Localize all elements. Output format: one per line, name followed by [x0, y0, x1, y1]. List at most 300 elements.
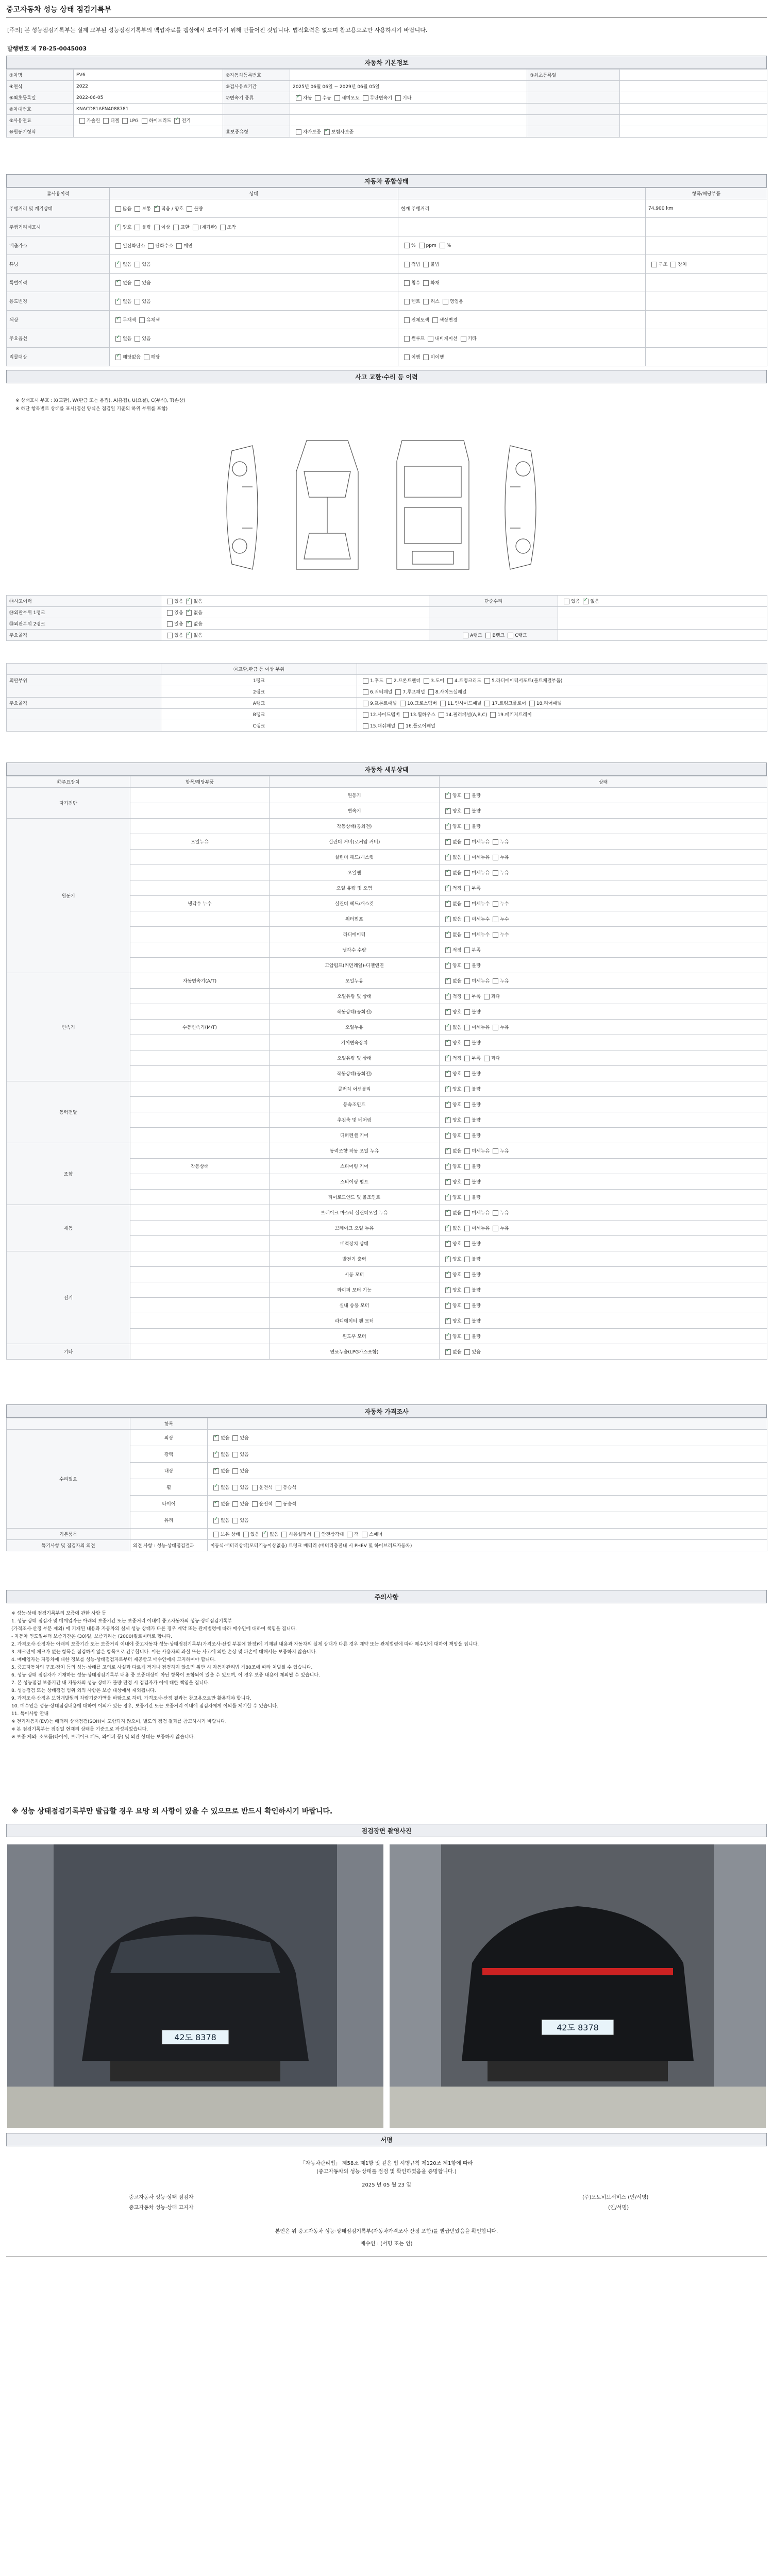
- option-label: 화재: [430, 281, 440, 286]
- checkbox: [243, 1532, 249, 1537]
- table-row: [7, 596, 767, 607]
- item-label: 외장: [130, 1430, 208, 1446]
- option-label: 누유: [500, 1025, 509, 1030]
- checkbox: [445, 1133, 451, 1139]
- checkbox: [363, 712, 368, 718]
- option-group: [112, 225, 236, 230]
- status-options: [440, 865, 767, 880]
- option-label: 있음: [142, 336, 151, 342]
- checkbox: [154, 206, 160, 212]
- checkbox: [115, 225, 121, 230]
- sub-group: [130, 880, 270, 896]
- status-options: [440, 1112, 767, 1128]
- checkbox: [154, 225, 160, 230]
- option-group: [442, 809, 481, 814]
- option-label: 누유: [500, 855, 509, 860]
- header-cell: ⑯교환,판금 등 이상 부위: [161, 664, 357, 675]
- item-label: 발전기 출력: [270, 1251, 440, 1267]
- checkbox: [464, 1318, 470, 1324]
- sub-group: [130, 927, 270, 942]
- checkbox: [490, 712, 496, 718]
- checkbox: [464, 1087, 470, 1092]
- checkbox: [445, 1117, 451, 1123]
- field-value: [620, 92, 767, 104]
- item-label: 윈도우 모터: [270, 1329, 440, 1344]
- option-group: [210, 1532, 382, 1537]
- status-options: [398, 292, 646, 311]
- option-label: 불량: [472, 1288, 481, 1293]
- option-label: 없음: [452, 840, 462, 845]
- table-row: [7, 255, 767, 274]
- sub-group: [130, 865, 270, 880]
- checkbox: [445, 1349, 451, 1355]
- option-label: 불량: [472, 1041, 481, 1046]
- field-value: 2022: [74, 81, 223, 92]
- group-label: 동력전달: [7, 1081, 130, 1143]
- option-label: 4.트렁크리드: [455, 679, 482, 684]
- option-label: 교환: [180, 225, 190, 230]
- option-group: [442, 871, 509, 876]
- status-options: [440, 1050, 767, 1066]
- option-group: [293, 130, 354, 135]
- sub-group: [130, 1298, 270, 1313]
- option-group: [442, 1226, 509, 1231]
- option-group: [442, 1288, 481, 1293]
- sub-group: [130, 1035, 270, 1050]
- checkbox: [324, 129, 330, 135]
- field-value: [620, 126, 767, 138]
- checkbox: [464, 824, 470, 829]
- checkbox: [213, 1532, 219, 1537]
- option-label: 없음: [452, 902, 462, 907]
- car-top-rear-view: [397, 440, 469, 569]
- item-label: [130, 1529, 208, 1540]
- status-options: [440, 1097, 767, 1112]
- rank-label: B랭크: [161, 709, 357, 720]
- sign-line-2: (중고자동차의 성능·상태를 점검 및 확인하였음을 증명합니다.): [316, 2169, 457, 2175]
- checkbox: [423, 280, 429, 286]
- status-options: [110, 236, 398, 255]
- status-options: [440, 1143, 767, 1159]
- table-row: [7, 115, 767, 126]
- option-group: [210, 1452, 249, 1458]
- item-label: 오일팬: [270, 865, 440, 880]
- option-group: [442, 1087, 481, 1092]
- row-label: 튜닝: [7, 255, 110, 274]
- accident-parts-table: [6, 663, 767, 732]
- option-label: 양호: [452, 963, 462, 969]
- detail-status-table: [6, 776, 767, 1360]
- item-label: 변속기: [270, 803, 440, 819]
- option-group: [401, 336, 477, 342]
- checkbox: [139, 317, 145, 323]
- row-label: ⑬사고이력: [7, 596, 161, 607]
- option-label: 침수: [411, 281, 421, 286]
- row-label: 배출가스: [7, 236, 110, 255]
- sign-date: 2025 년 05 월 23 일: [362, 2182, 411, 2188]
- overall-status-table: [6, 188, 767, 366]
- header-cell: 항목/해당부품: [646, 188, 767, 199]
- checkbox: [400, 701, 406, 706]
- checkbox: [262, 1532, 268, 1537]
- checkbox: [464, 1226, 470, 1231]
- checkbox: [115, 336, 121, 342]
- header-cell: [270, 776, 440, 788]
- sub-group: [130, 1081, 270, 1097]
- option-label: 유채색: [146, 318, 160, 323]
- option-label: 13.휠하우스: [410, 713, 435, 718]
- status-options: [110, 311, 398, 329]
- option-label: 미세누수: [472, 933, 490, 938]
- table-row: [7, 70, 767, 81]
- option-group: [442, 902, 509, 907]
- checkbox: [252, 1501, 258, 1507]
- item-label: 실린더 헤드/개스킷: [270, 850, 440, 865]
- note-line: ※ 성능·상태 점검기록부의 보증에 관한 사항 등: [11, 1611, 107, 1616]
- option-label: 있음: [174, 611, 183, 616]
- checkbox: [176, 243, 182, 249]
- sub-group: 작동상태: [130, 1159, 270, 1174]
- option-label: 리스: [430, 299, 440, 304]
- field-value: [620, 115, 767, 126]
- checkbox: [135, 225, 140, 230]
- part-options: [357, 675, 767, 686]
- option-label: 양호: [452, 793, 462, 799]
- status-options: [208, 1529, 767, 1540]
- checkbox: [423, 262, 429, 267]
- section-overall-status: 자동차 종합상태: [6, 174, 767, 188]
- option-group: [164, 633, 203, 638]
- status-options: [440, 973, 767, 989]
- table-row: [7, 698, 767, 709]
- option-group: [401, 281, 440, 286]
- checkbox: [493, 870, 498, 876]
- checkbox: [232, 1452, 238, 1458]
- checkbox: [464, 1133, 470, 1139]
- option-label: 있음: [472, 1350, 481, 1355]
- checkbox: [315, 95, 321, 101]
- table-row: [7, 348, 767, 366]
- checkbox: [281, 1532, 287, 1537]
- sub-group: [130, 1313, 270, 1329]
- checkbox: [445, 1318, 451, 1324]
- option-label: 5.라디에이터서포트(볼트체결부품): [492, 679, 563, 684]
- checkbox: [464, 963, 470, 969]
- status-options: [440, 1066, 767, 1081]
- checkbox: [493, 839, 498, 845]
- checkbox: [493, 932, 498, 938]
- option-label: 있음: [240, 1502, 249, 1507]
- accident-legend-1: ※ 상태표시 부호 : X(교환), W(판금 또는 용접), A(흠집), U(요철), C(부식), T(손상): [15, 398, 186, 403]
- checkbox: [404, 336, 410, 342]
- option-label: 없음: [221, 1502, 230, 1507]
- checkbox: [445, 963, 451, 969]
- option-label: 8.사이드실패널: [435, 690, 467, 695]
- option-label: 미세누유: [472, 871, 490, 876]
- sub-group: 자동변속기(A/T): [130, 973, 270, 989]
- option-label: 없음: [193, 599, 203, 604]
- part-options: [357, 686, 767, 698]
- status-options: [161, 630, 429, 641]
- sub-group: [130, 1190, 270, 1205]
- checkbox: [186, 610, 192, 616]
- option-label: 부족: [472, 994, 481, 999]
- checkbox: [484, 994, 490, 999]
- checkbox: [362, 1532, 367, 1537]
- field-value: 2022-06-05: [74, 92, 223, 104]
- checkbox: [464, 1287, 470, 1293]
- option-label: 없음: [221, 1485, 230, 1490]
- option-label: 미세누수: [472, 917, 490, 922]
- inspection-photo-rear: [390, 1844, 766, 2128]
- checkbox: [445, 1102, 451, 1108]
- note-line: ※ 본 점검기록부는 점검일 현재의 상태를 기준으로 작성되었습니다.: [11, 1727, 148, 1732]
- checkbox: [252, 1485, 258, 1490]
- status-options: [440, 1020, 767, 1035]
- checkbox: [363, 678, 368, 684]
- option-group: [442, 1257, 481, 1262]
- option-group: [112, 244, 193, 249]
- option-label: 무채색: [123, 318, 137, 323]
- option-label: 있음: [174, 633, 183, 638]
- status-options: [440, 942, 767, 958]
- inspector-label: 중고자동차 성능·상태 점검자: [129, 2195, 194, 2200]
- header-cell: 항목: [130, 1418, 208, 1430]
- table-row: [7, 92, 767, 104]
- option-label: 17.트렁크플로어: [492, 701, 526, 706]
- sub-group: [130, 1066, 270, 1081]
- status-options: [110, 274, 398, 292]
- option-label: 불량: [472, 1103, 481, 1108]
- option-group: [442, 824, 481, 829]
- row-label: 색상: [7, 311, 110, 329]
- option-label: 하이브리드: [148, 118, 172, 124]
- checkbox: [463, 633, 468, 638]
- status-options: [440, 927, 767, 942]
- status-options: [208, 1496, 767, 1512]
- option-label: 적법: [411, 262, 421, 267]
- header-cell: 상태: [440, 776, 767, 788]
- field-value: [290, 115, 527, 126]
- status-options: [161, 607, 429, 618]
- checkbox: [296, 129, 301, 135]
- checkbox: [115, 243, 121, 249]
- checkbox: [445, 1009, 451, 1015]
- option-label: 없음: [193, 633, 203, 638]
- checkbox: [135, 299, 140, 304]
- sub-group: [130, 1205, 270, 1221]
- note-line: ※ 전기자동차(EV)는 배터리 상태점검(SOH)이 포함되지 않으며, 별도의 점검 결과를 참고하시기 바랍니다.: [11, 1719, 227, 1724]
- checkbox: [464, 870, 470, 876]
- status-options: [440, 1205, 767, 1221]
- option-label: 2.프론트펜더: [393, 679, 421, 684]
- field-value: [620, 81, 767, 92]
- checkbox: [186, 633, 192, 638]
- option-label: 없음: [221, 1518, 230, 1523]
- option-label: 양호: [452, 1164, 462, 1170]
- sub-group: [130, 1344, 270, 1360]
- status-options: [440, 1282, 767, 1298]
- option-label: B랭크: [492, 633, 505, 638]
- item-label: 연료누출(LPG가스포함): [270, 1344, 440, 1360]
- checkbox: [404, 262, 410, 267]
- checkbox: [445, 994, 451, 999]
- option-label: 이상: [161, 225, 171, 230]
- option-label: 불량: [472, 1087, 481, 1092]
- option-group: [460, 633, 527, 638]
- option-label: 있음: [142, 281, 151, 286]
- checkbox: [464, 1179, 470, 1185]
- checkbox: [445, 1287, 451, 1293]
- header-cell: [398, 188, 646, 199]
- option-label: 있음: [142, 299, 151, 304]
- option-label: 부족: [472, 1056, 481, 1061]
- status-options: [440, 989, 767, 1004]
- item-label: 오일 유량 및 오염: [270, 880, 440, 896]
- checkbox: [403, 712, 409, 718]
- field-value: [620, 104, 767, 115]
- option-label: 이행: [411, 355, 421, 360]
- field-label: ⑤검사유효기간: [223, 81, 290, 92]
- option-label: 없음: [221, 1436, 230, 1441]
- option-label: 있음: [250, 1532, 260, 1537]
- option-label: 있음: [142, 262, 151, 267]
- checkbox: [445, 808, 451, 814]
- option-label: 렌트: [411, 299, 421, 304]
- checkbox: [424, 678, 429, 684]
- row-label: [429, 618, 558, 630]
- checkbox: [167, 599, 173, 604]
- status-options: [208, 1512, 767, 1529]
- table-row: [7, 1251, 767, 1267]
- status-options: [208, 1479, 767, 1496]
- sub-group: [130, 1267, 270, 1282]
- status-options: [558, 630, 767, 641]
- checkbox: [445, 1257, 451, 1262]
- option-group: [76, 118, 191, 124]
- checkbox: [148, 243, 154, 249]
- option-label: 안전삼각대: [321, 1532, 344, 1537]
- checkbox: [464, 1025, 470, 1030]
- row-label: ⑭외판부위 1랭크: [7, 607, 161, 618]
- option-group: [442, 933, 509, 938]
- option-label: 세미오토: [341, 96, 360, 101]
- table-row: [7, 199, 767, 218]
- status-options: [110, 329, 398, 348]
- item-label: 라디에이터 팬 모터: [270, 1313, 440, 1329]
- checkbox: [186, 599, 192, 604]
- checkbox: [464, 1009, 470, 1015]
- field-value: [290, 104, 527, 115]
- option-group: [442, 1149, 509, 1154]
- item-label: 시동 모터: [270, 1267, 440, 1282]
- field-label: ②자동차등록번호: [223, 70, 290, 81]
- option-label: 잭: [354, 1532, 359, 1537]
- option-group: [442, 840, 509, 845]
- option-label: 불량: [472, 1010, 481, 1015]
- option-label: 누수: [500, 917, 509, 922]
- item-label: 실린더 커버(로커암 커버): [270, 834, 440, 850]
- checkbox: [404, 243, 410, 248]
- note-line: 1. 성능·상태 점검자 및 매매업자는 아래의 보증기간 또는 보증거리 이내에 중고자동차의 성능·상태점검기록부: [11, 1619, 232, 1624]
- option-label: 사용설명서: [289, 1532, 311, 1537]
- header-cell: 항목/해당부품: [130, 776, 270, 788]
- field-value: [290, 70, 527, 81]
- field-label: [223, 115, 290, 126]
- checkbox: [445, 1210, 451, 1216]
- status-options: [440, 1251, 767, 1267]
- table-row: [7, 607, 767, 618]
- sub-group: [130, 911, 270, 927]
- option-group: [442, 1180, 481, 1185]
- checkbox: [464, 1056, 470, 1061]
- field-label: ⑧차대번호: [7, 104, 74, 115]
- option-label: 불량: [472, 1118, 481, 1123]
- sub-group: [130, 1282, 270, 1298]
- option-label: 양호: [452, 824, 462, 829]
- note-line: - 자동차 인도일부터 보증기간은 (30)일, 보증거리는 (2000)킬로미터로 합니다.: [11, 1634, 173, 1639]
- status-options: [440, 896, 767, 911]
- group-label: 전기: [7, 1251, 130, 1344]
- header-cell: ⑰주요장치: [7, 776, 130, 788]
- option-group: [442, 1056, 500, 1061]
- table-row: [7, 81, 767, 92]
- checkbox: [398, 723, 404, 729]
- option-label: 양호: [452, 809, 462, 814]
- option-group: [442, 917, 509, 922]
- checkbox: [464, 1164, 470, 1170]
- checkbox: [464, 1257, 470, 1262]
- option-label: 누유: [500, 1226, 509, 1231]
- option-label: 적정: [452, 994, 462, 999]
- item-label: 스티어링 펌프: [270, 1174, 440, 1190]
- checkbox: [167, 621, 173, 627]
- notice-text: [주의] 본 성능점검기록부는 실제 교부된 성능점검기록부의 백업자료를 웹상에서 보여주기 위해 만들어진 것입니다. 법적효력은 없으며 참고용으로만 사용하시기 바랍니다.: [7, 27, 428, 33]
- checkbox: [122, 118, 128, 124]
- option-label: 있음: [571, 599, 580, 604]
- status-options: [440, 1081, 767, 1097]
- checkbox: [464, 1272, 470, 1278]
- group-label: 조향: [7, 1143, 130, 1205]
- option-label: 영업용: [449, 299, 463, 304]
- checkbox: [363, 95, 368, 101]
- checkbox: [334, 95, 340, 101]
- note-line: (가격조사·산정 부분 제외) 에 기재된 내용과 자동차의 실제 성능·상태가 다른 경우 계약 또는 관계법령에 따라 매수인에 대하여 책임을 집니다.: [11, 1626, 297, 1632]
- sign-buyer: 매수인 : (서명 또는 인): [360, 2241, 413, 2247]
- note-line: 10. 매수인은 성능·상태점검내용에 대하여 이의가 있는 경우, 보증기간 또는 보증거리 이내에 점검자에게 이의를 제기할 수 있습니다.: [11, 1704, 278, 1709]
- accident-legend-2: ※ 하단 항목별로 상태를 표시(점선 양식은 점검일 기준의 하위 부위를 포함): [15, 406, 168, 412]
- option-label: 자가보증: [303, 130, 321, 135]
- option-group: [442, 1303, 481, 1309]
- option-group: [442, 1195, 481, 1200]
- checkbox: [445, 1179, 451, 1185]
- checkbox: [493, 901, 498, 907]
- section-accident-history: 사고 교환·수리 등 이력: [6, 370, 767, 383]
- option-label: 없음: [452, 1226, 462, 1231]
- option-label: 양호: [452, 1041, 462, 1046]
- checkbox: [493, 917, 498, 922]
- option-label: 양호: [452, 1303, 462, 1309]
- row-label: 용도변경: [7, 292, 110, 311]
- table-row: [7, 720, 767, 732]
- item-label: 실린더 헤드/개스킷: [270, 896, 440, 911]
- checkbox: [464, 855, 470, 860]
- checkbox: [404, 354, 410, 360]
- table-row: [7, 1205, 767, 1221]
- inspection-photo-front: [7, 1844, 383, 2128]
- checkbox: [493, 855, 498, 860]
- option-group: [442, 1350, 481, 1355]
